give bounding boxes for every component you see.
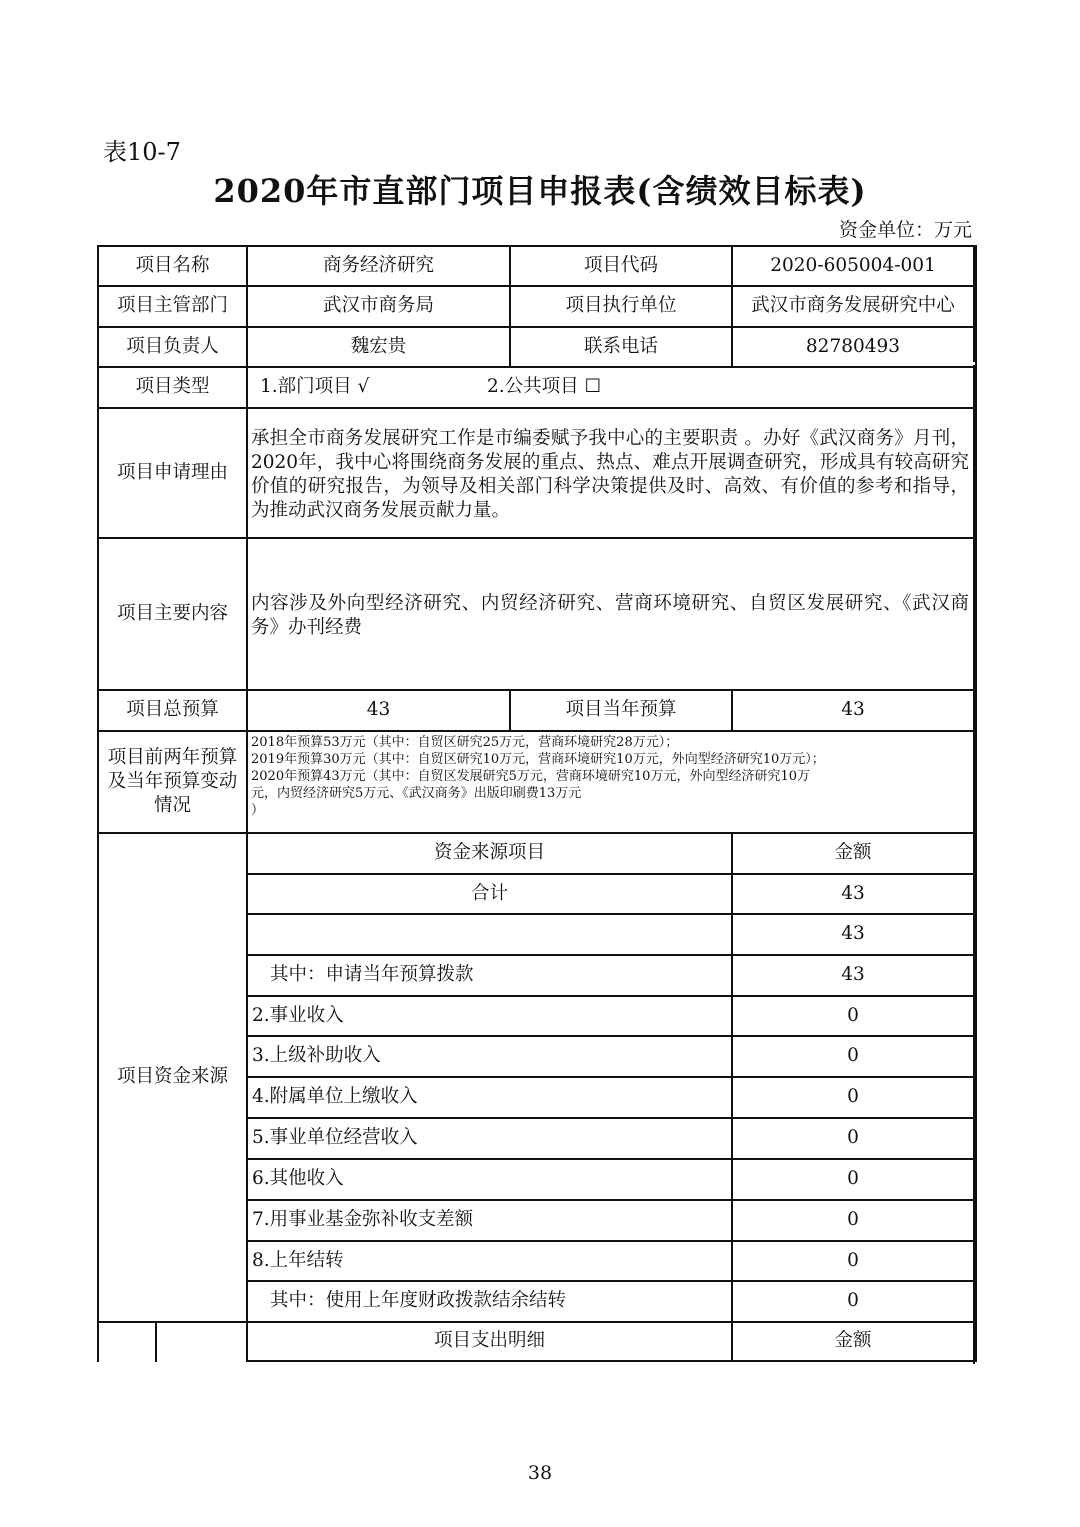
- currency-unit: 资金单位：万元: [838, 219, 972, 241]
- budget-history-line: ）: [251, 803, 265, 818]
- document-title: 2020年市直部门项目申报表(含绩效目标表): [213, 172, 867, 210]
- funding-row-item: 其中：申请当年预算拨款: [270, 964, 474, 986]
- project-code-label: 项目代码: [583, 254, 658, 276]
- contact-phone-label: 联系电话: [583, 335, 658, 357]
- budget-history-line: 2018年预算53万元（其中：自贸区研究25万元，营商环境研究28万元）；: [251, 735, 679, 750]
- funding-amount-header: 金额: [834, 842, 872, 864]
- funding-row-item: [248, 915, 731, 954]
- executing-unit-value: 武汉市商务发展研究中心: [751, 295, 955, 317]
- funding-item-header: 资金来源项目: [433, 842, 545, 864]
- project-name-label: 项目名称: [135, 254, 210, 276]
- budget-history-label: 项目前两年预算及当年预算变动情况: [107, 747, 238, 816]
- funding-source-label: 项目资金来源: [116, 1066, 228, 1088]
- project-type-label: 项目类型: [135, 376, 210, 398]
- funding-row-amount: 43: [841, 882, 865, 904]
- application-reason-text: 承担全市商务发展研究工作是市编委赋予我中心的主要职责 。办好《武汉商务》月刊，2020年，我中心将围绕商务发展的重点、热点、难点开展调查研究，形成具有较高研究价值的研究报告，为领导及相关部门科学决策提供及时、高效、有价值的参考和指导，为推动武汉商务发展贡献力量。: [251, 428, 969, 521]
- funding-row-amount: 0: [847, 1290, 859, 1312]
- funding-row-item: 8.上年结转: [252, 1249, 344, 1271]
- project-leader-label: 项目负责人: [126, 335, 219, 357]
- budget-history-line: 元，内贸经济研究5万元、《武汉商务》出版印刷费13万元: [251, 786, 582, 801]
- budget-history-text: [251, 734, 973, 819]
- table-number: 表10-7: [103, 138, 181, 166]
- funding-row-amount: 0: [847, 1045, 859, 1067]
- expense-item-header: 项目支出明细: [433, 1330, 545, 1352]
- main-content-text: 内容涉及外向型经济研究、内贸经济研究、营商环境研究、自贸区发展研究、《武汉商务》办刊经费: [251, 593, 969, 638]
- executing-unit-label: 项目执行单位: [565, 295, 677, 317]
- supervising-dept-value: 武汉市商务局: [322, 295, 434, 317]
- funding-row-item: 4.附属单位上缴收入: [252, 1086, 418, 1108]
- funding-row-item: 6.其他收入: [252, 1168, 344, 1190]
- page-number: 38: [527, 1462, 553, 1484]
- project-code-value: 2020-605004-001: [770, 254, 936, 276]
- funding-row-item: 2.事业收入: [252, 1004, 344, 1026]
- funding-row-amount: 0: [847, 1086, 859, 1108]
- budget-history-line: 2019年预算30万元（其中：自贸区研究10万元，营商环境研究10万元，外向型经济研究10万元）；: [251, 752, 825, 767]
- funding-row-item: 7.用事业基金弥补收支差额: [252, 1209, 474, 1231]
- funding-row-amount: 0: [847, 1004, 859, 1026]
- funding-row-item: 其中：使用上年度财政拨款结余结转: [270, 1290, 567, 1312]
- funding-row-item: 合计: [470, 882, 508, 904]
- project-type-option-department: 1.部门项目 √: [260, 376, 370, 398]
- main-content-label: 项目主要内容: [116, 602, 228, 624]
- current-year-budget-label: 项目当年预算: [565, 699, 677, 721]
- expense-amount-header: 金额: [834, 1330, 872, 1352]
- funding-row-item: 3.上级补助收入: [252, 1045, 381, 1067]
- total-budget-value: 43: [366, 699, 391, 721]
- funding-row-amount: 43: [841, 964, 865, 986]
- total-budget-label: 项目总预算: [126, 699, 219, 721]
- funding-row-amount: 0: [847, 1127, 859, 1149]
- current-year-budget-value: 43: [841, 699, 865, 721]
- contact-phone-value: 82780493: [805, 335, 901, 357]
- project-name-value: 商务经济研究: [322, 254, 434, 276]
- funding-row-amount: 43: [841, 923, 865, 945]
- application-reason-label: 项目申请理由: [116, 461, 228, 483]
- funding-row-item: 5.事业单位经营收入: [252, 1127, 418, 1149]
- funding-row-amount: 0: [847, 1209, 859, 1231]
- budget-history-line: 2020年预算43万元（其中：自贸区发展研究5万元，营商环境研究10万元，外向型经济研究10万: [251, 769, 810, 784]
- project-type-option-public: 2.公共项目 ☐: [487, 376, 602, 398]
- funding-row-amount: 0: [847, 1168, 859, 1190]
- supervising-dept-label: 项目主管部门: [116, 295, 228, 317]
- project-leader-value: 魏宏贵: [350, 335, 407, 357]
- funding-row-amount: 0: [847, 1249, 859, 1271]
